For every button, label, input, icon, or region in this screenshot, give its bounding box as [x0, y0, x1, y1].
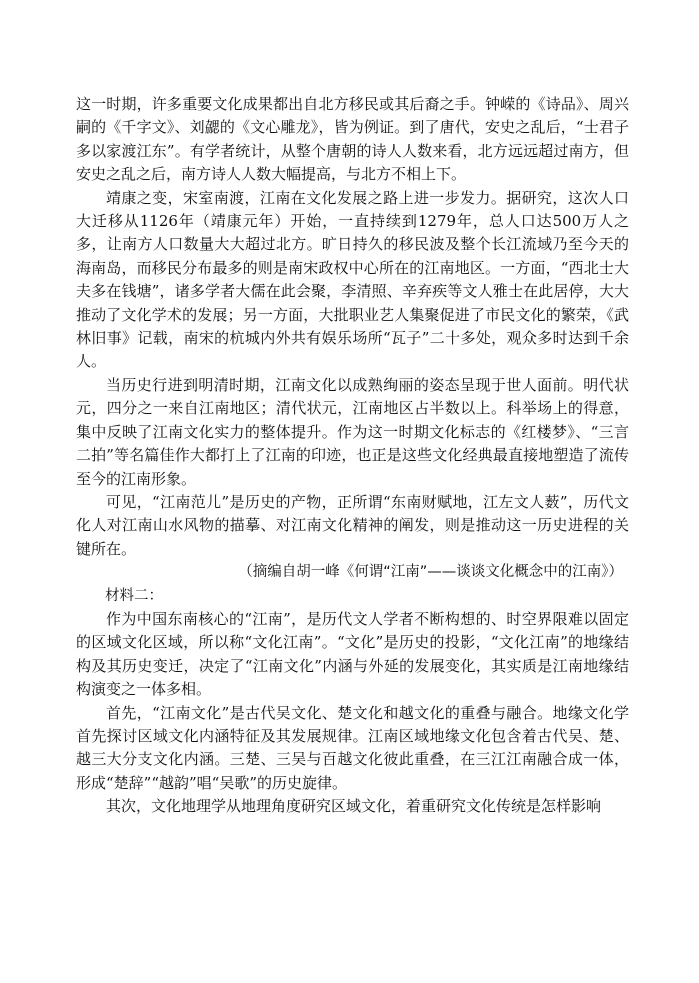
paragraph-4: 可见，“江南范儿”是历史的产物，正所谓“东南财赋地，江左文人薮”，历代文化人对江南山水风物的描摹、对江南文化精神的阐发，则是推动这一历史进程的关键所在。: [76, 492, 629, 558]
material-label: 材料二：: [105, 587, 163, 604]
paragraph-3: 当历史行进到明清时期，江南文化以成熟绚丽的姿态呈现于世人面前。明代状元，四分之一来自江南地区；清代状元，江南地区占半数以上。科举场上的得意，集中反映了江南文化实力的整体提升。作为这一时期文化标志的《红楼梦》、“三言二拍”等名篇佳作大都打上了江南的印迹，也正是这些文化经典最直接地塑造了流传至今的江南形象。: [76, 375, 629, 488]
paragraph-1: 这一时期，许多重要文化成果都出自北方移民或其后裔之手。钟嵘的《诗品》、周兴嗣的《千字文》、刘勰的《文心雕龙》，皆为例证。到了唐代，安史之乱后，“士君子多以家渡江东”。有学者统计，从整个唐朝的诗人人数来看，北方远远超过南方，但安史之乱之后，南方诗人人数大幅提高，与北方不相上下。: [76, 95, 629, 184]
paragraph-7: 其次，文化地理学从地理角度研究区域文化，着重研究文化传统是怎样影响: [106, 797, 602, 816]
paragraph-6: 首先，“江南文化”是古代吴文化、楚文化和越文化的重叠与融合。地缘文化学首先探讨区域文化内涵特征及其发展规律。江南区域地缘文化包含着古代吴、楚、越三大分支文化内涵。三楚、三吴与百越文化彼此重叠，在三江江南融合成一体，形成“楚辞”“越韵”唱“吴歌”的历史旋律。: [76, 703, 629, 792]
paragraph-5: 作为中国东南核心的“江南”，是历代文人学者不断构想的、时空界限难以固定的区域文化区域，所以称“文化江南”。“文化”是历史的投影，“文化江南”的地缘结构及其历史变迁，决定了“江南文化”内涵与外延的发展变化，其实质是江南地缘结构演变之一体多相。: [76, 609, 629, 699]
paragraph-2: 靖康之变，宋室南渡，江南在文化发展之路上进一步发力。据研究，这次人口大迁移从1126年（靖康元年）开始，一直持续到1279年，总人口达500万人之多，让南方人口数量大大超过北方。旷日持久的移民波及整个长江流域乃至今天的海南岛，而移民分布最多的则是南宋政权中心所在的江南地区。一方面，“西北士大夫多在钱塘”，诸多学者大儒在此会聚，李清照、辛弃疾等文人雅士在此居停，大大推动了文化学术的发展；另一方面，大批职业艺人集聚促进了市民文化的繁荣，《武林旧事》记载，南宋的杭城内外共有娱乐场所“瓦子”二十多处，观众多时达到千余人。: [76, 188, 629, 371]
document-page: [76, 93, 629, 819]
citation: （摘编自胡一峰《何谓“江南”——谈谈文化概念中的江南》）: [238, 564, 623, 581]
